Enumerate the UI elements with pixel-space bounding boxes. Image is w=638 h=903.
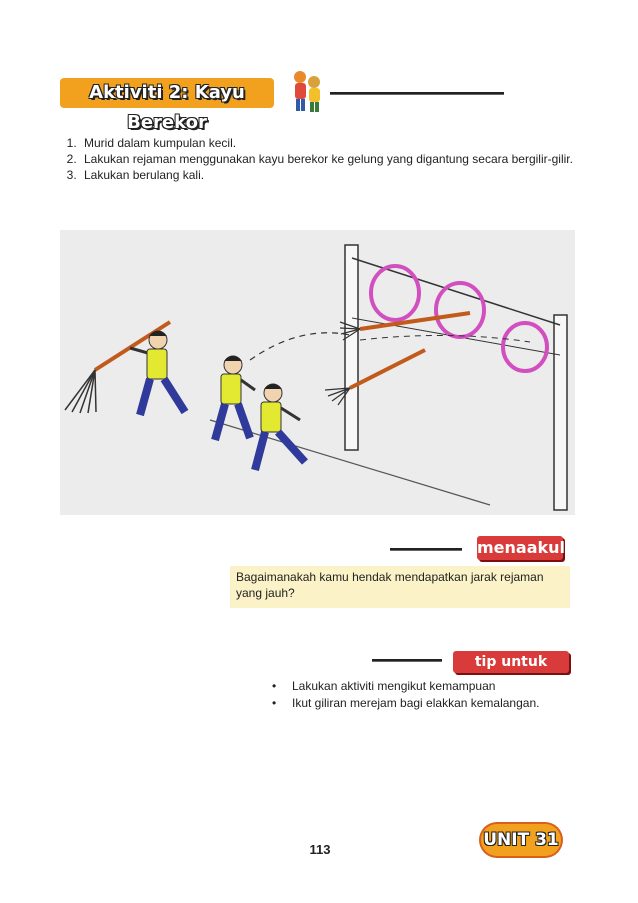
menaakul-question: Bagaimanakah kamu hendak mendapatkan jarak rejaman yang jauh? — [230, 566, 570, 608]
menaakul-rule — [390, 548, 462, 551]
title-rule — [330, 92, 504, 95]
activity-illustration — [60, 230, 575, 515]
activity-title: Aktiviti 2: Kayu Berekor — [89, 82, 245, 133]
tip-item: • Ikut giliran merejam bagi elakkan kemalangan. — [292, 695, 539, 712]
tip-item: • Lakukan aktiviti mengikut kemampuan — [292, 678, 539, 695]
instruction-step: 3. Lakukan berulang kali. — [80, 167, 600, 183]
unit-badge — [481, 824, 561, 856]
unit-label: UNIT 31 — [483, 830, 559, 850]
tips-list — [292, 678, 539, 712]
tips-rule — [372, 659, 442, 662]
menaakul-tag: menaakul — [477, 536, 563, 560]
instruction-step: 1. Murid dalam kumpulan kecil. — [80, 135, 600, 151]
page-number: 113 — [309, 842, 331, 857]
tips-tag: tip untuk murid — [453, 651, 569, 673]
activity-title-banner — [60, 78, 274, 133]
instruction-list — [60, 135, 600, 183]
children-mascot-icon — [290, 68, 324, 114]
instruction-step: 2. Lakukan rejaman menggunakan kayu berekor ke gelung yang digantung secara bergilir-gilir. — [80, 151, 600, 167]
